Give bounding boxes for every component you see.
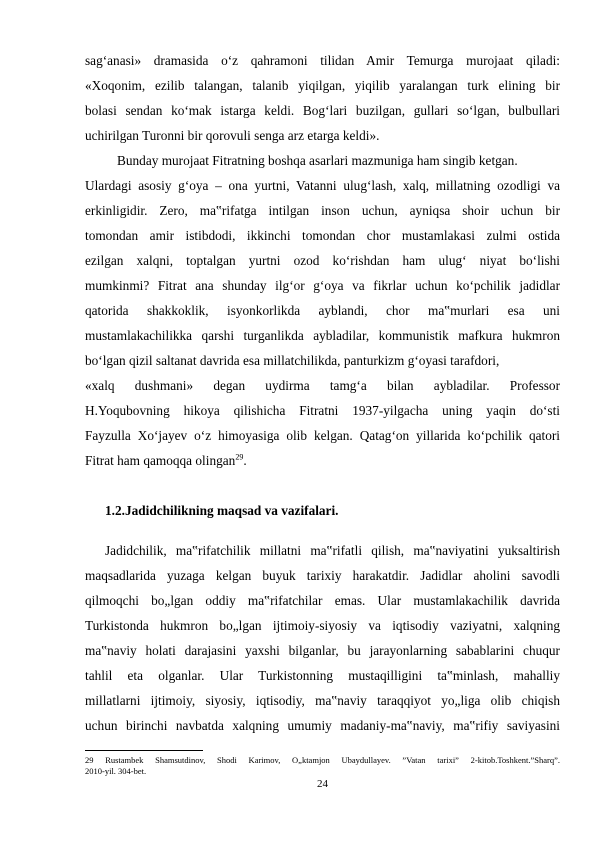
body-line: bolasi sendan ko‘mak istarga keldi. Bog‘lari buzilgan, gullari so‘lgan, bulbullari (85, 103, 560, 118)
body-line: Jadidchilik, ma‟rifatchilik millatni ma‟rifatli qilish, ma‟naviyatini yuksaltirish (105, 543, 560, 558)
body-line: Ulardagi asosiy g‘oya – ona yurtni, Vatanni ulug‘lash, xalq, millatning ozodligi va (85, 178, 560, 193)
body-line: mustamlakachilikka qarshi turganlikda aybladilar, kommunistik mafkura hukmron (85, 328, 560, 343)
body-line: erkinligidir. Zero, ma‟rifatga intilgan inson uchun, ayniqsa shoir uchun bir (85, 203, 560, 218)
page-number: 24 (317, 778, 328, 790)
body-line: tomondan amir istibdodi, ikkinchi tomondan chor mustamlakasi zulmi ostida (85, 228, 560, 243)
body-line-with-footnote (85, 453, 560, 469)
body-line: «xalq dushmani» degan uydirma tamg‘a bilan aybladilar. Professor (85, 378, 560, 393)
body-line: Fayzulla Xo‘jayev o‘z himoyasiga olib kelgan. Qatag‘on yillarida ko‘pchilik qatori (85, 428, 560, 443)
body-line-text: Fitrat ham qamoqqa olingan (85, 453, 236, 468)
footnote-text: 29 Rustambek Shamsutdinov, Shodi Karimov, O„ktamjon Ubaydullayev. ”Vatan tarixi” 2-kitob.Toshkent.”Sharq”. (85, 755, 560, 765)
body-line: ma‟naviy holati darajasini yaxshi bilganlar, bu jarayonlarning sabablarini chuqur (85, 643, 560, 658)
body-line: mumkinmi? Fitrat ana shunday ilg‘or g‘oya va fikrlar uchun ko‘pchilik jadidlar (85, 278, 560, 293)
body-line: tahlil eta olganlar. Ular Turkistonning mustaqilligini ta‟minlash, mahalliy (85, 668, 560, 683)
body-line: qatorida shakkoklik, isyonkorlikda ayblandi, chor ma‟murlari esa uni (85, 303, 560, 318)
body-line: sag‘anasi» dramasida o‘z qahramoni tilidan Amir Temurga murojaat qiladi: (85, 53, 560, 68)
footnote-divider (85, 750, 203, 751)
footnote-reference: 29 (235, 452, 244, 462)
period: . (243, 453, 247, 468)
section-heading: 1.2.Jadidchilikning maqsad va vazifalari. (105, 503, 339, 518)
body-line: uchun birinchi navbatda xalqning umumiy madaniy-ma‟naviy, ma‟rifiy saviyasini (85, 718, 560, 733)
body-line: millatlarni ijtimoiy, siyosiy, iqtisodiy, ma‟naviy taraqqiyot yo„liga olib chiqish (85, 693, 560, 708)
body-line: qilmoqchi bo„lgan oddiy ma‟rifatchilar emas. Ular mustamlakachilik davrida (85, 593, 560, 608)
body-line: Turkistonda hukmron bo„lgan ijtimoiy-siyosiy va iqtisodiy vaziyatni, xalqning (85, 618, 560, 633)
footnote-text: 2010-yil. 304-bet. (85, 766, 147, 776)
body-line: bo‘lgan qizil saltanat davrida esa millatchilikda, panturkizm g‘oyasi tarafdori, (85, 353, 500, 368)
body-line: H.Yoqubovning hikoya qilishicha Fitratni 1937-yilgacha uning yaqin do‘sti (85, 403, 560, 418)
body-line: uchirilgan Turonni bir qorovuli senga arz etarga keldi». (85, 128, 380, 143)
body-line: ezilgan xalqni, toptalgan yurtni ozod ko‘rishdan ham ulug‘ niyat bo‘lishi (85, 253, 560, 268)
body-line: «Xoqonim, ezilib talangan, talanib yiqilgan, yiqilib yaralangan turk elining bir (85, 78, 560, 93)
body-line: Bunday murojaat Fitratning boshqa asarlari mazmuniga ham singib ketgan. (117, 153, 518, 168)
body-line: maqsadlarida yuzaga kelgan buyuk tarixiy harakatdir. Jadidlar aholini savodli (85, 568, 560, 583)
